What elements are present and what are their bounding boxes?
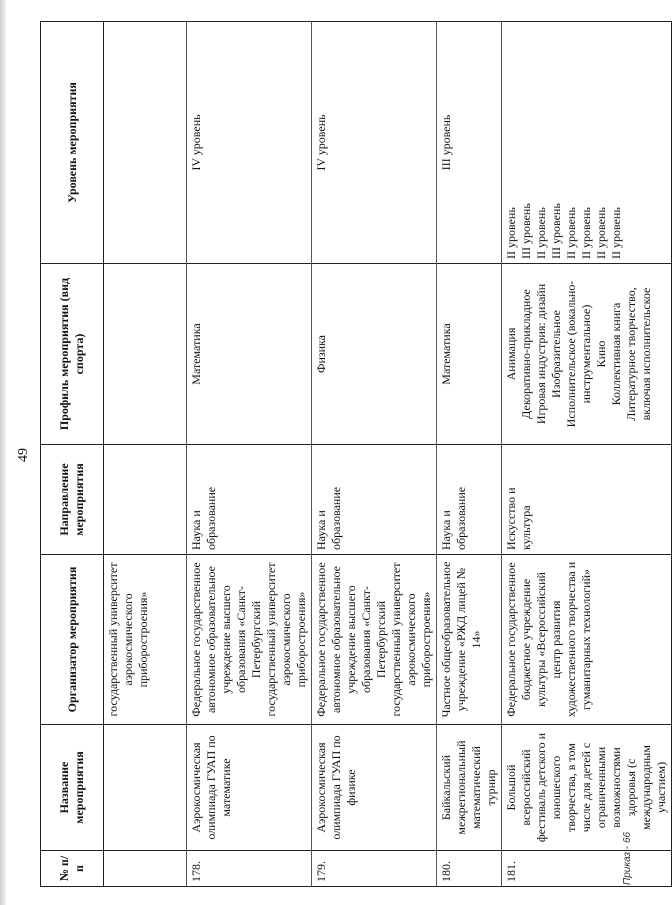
cell-direction [104,445,187,555]
cell-direction: Наука и образование [187,445,312,555]
table-row [437,22,502,887]
profile-item: Анимация [504,327,518,381]
cell-level: IV уровень [312,22,437,264]
events-table [40,21,672,887]
cell-num [104,851,187,887]
table-header-row [41,22,104,887]
header-level: Уровень мероприятия [41,22,104,264]
cell-profile: Математика [187,264,312,445]
profile-item: Изобразительное [549,310,563,398]
cell-num: 180. [437,851,502,887]
table-row [502,22,672,887]
profile-item: Коллективная книга [609,302,623,406]
page-number: 49 [16,448,31,462]
level-item: II уровень [609,207,623,259]
level-item: II уровень [594,207,608,259]
cell-num: 179. [312,851,437,887]
level-item: II уровень [534,207,548,259]
cell-level-list [502,22,672,264]
cell-profile-list [502,264,672,445]
level-item: III уровень [519,203,533,259]
cell-organizer: Федеральное государственное бюджетное учреждение культуры «Всероссийский центр развития художественного творчества и гуманитарных технологий» [502,555,672,725]
profile-item: Литературное творчество, включая исполнительское [624,287,653,421]
cell-direction: Искусство и культура [502,445,672,555]
profile-item: Игровая индустрия: дизайн [534,283,548,425]
header-name: Название мероприятия [41,725,104,851]
cell-num: 181. [502,851,672,887]
profile-item: Кино [594,340,608,368]
cell-organizer: Федеральное государственное автономное образовательное учреждение высшего образования «Санкт-Петербургский государственный университет аэрокосмического приборостроения» [187,555,312,725]
header-organizer: Организатор мероприятия [41,555,104,725]
level-item: II уровень [504,207,518,259]
cell-profile [104,264,187,445]
table-row [187,22,312,887]
table-row [312,22,437,887]
cell-organizer: государственный университет аэрокосмического приборостроения» [104,555,187,725]
cell-level: IV уровень [187,22,312,264]
profile-item: Исполнительское (вокально-инструментальное) [564,280,593,428]
cell-profile: Физика [312,264,437,445]
cell-level: III уровень [437,22,502,264]
cell-name: Аэрокосмическая олимпиада ГУАП по физике [312,725,437,851]
header-direction: Направление мероприятия [41,445,104,555]
cell-name: Большой всероссийский фестиваль детского и юношеского творчества, в том числе для детей с ограниченными возможностями здоровья (с международным участием) [502,725,672,851]
level-item: II уровень [579,207,593,259]
header-profile: Профиль мероприятия (вид спорта) [41,264,104,445]
header-num: № п/п [41,851,104,887]
cell-direction: Наука и образование [437,445,502,555]
level-item: II уровень [564,207,578,259]
footer-note: Приказ - 66 [622,831,633,885]
cell-name [104,725,187,851]
table-row-continuation [104,22,187,887]
cell-name: Аэрокосмическая олимпиада ГУАП по математике [187,725,312,851]
cell-name: Байкальский межрегиональный математический турнир [437,725,502,851]
profile-item: Декоративно-прикладное [519,289,533,419]
cell-num: 178. [187,851,312,887]
cell-organizer: Частное общеобразовательное учреждение «РЖД лицей № 14» [437,555,502,725]
cell-direction: Наука и образование [312,445,437,555]
cell-profile: Математика [437,264,502,445]
cell-level [104,22,187,264]
cell-organizer: Федеральное государственное автономное образовательное учреждение высшего образования «Санкт-Петербургский государственный университет аэрокосмического приборостроения» [312,555,437,725]
level-item: III уровень [549,203,563,259]
